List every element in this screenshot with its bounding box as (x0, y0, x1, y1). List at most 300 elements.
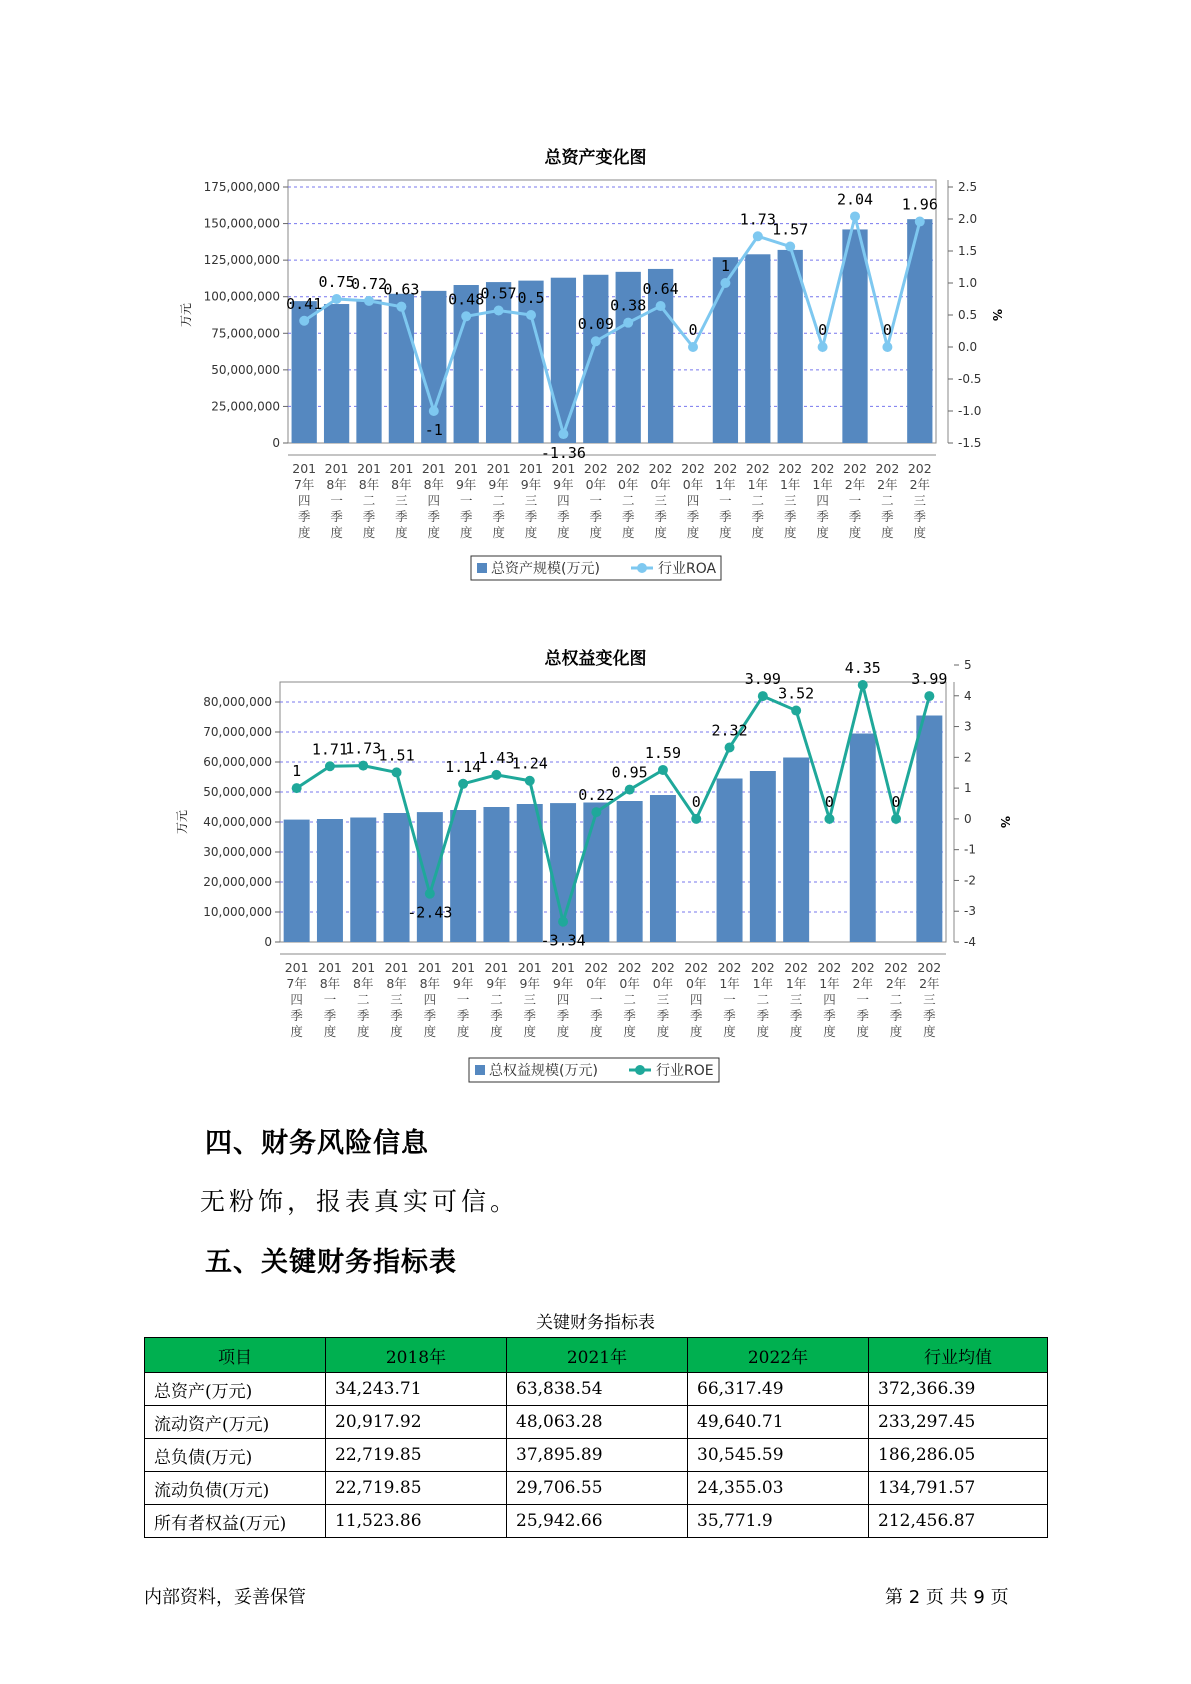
data-label-3: 0.63 (383, 280, 420, 299)
y2-tick-label: 2 (964, 750, 972, 765)
x-tick-label: 三 (789, 992, 803, 1007)
data-label-13: 1 (720, 257, 730, 275)
data-label-11: 1.59 (644, 743, 682, 762)
line-point-6 (491, 770, 501, 780)
x-tick-label: 季 (589, 509, 603, 524)
line-point-15 (785, 242, 795, 252)
line-point-11 (658, 765, 668, 775)
table-cell: 63,838.54 (507, 1373, 688, 1406)
x-tick-label: 一 (330, 493, 343, 508)
x-tick-label: 度 (524, 525, 538, 540)
x-tick-label: 三 (923, 992, 936, 1007)
table-cell: 49,640.71 (688, 1406, 869, 1439)
y2-tick-label: -3 (964, 904, 976, 919)
line-point-18 (882, 342, 892, 352)
x-tick-label: 8年 (358, 477, 380, 492)
x-tick-label: 季 (330, 509, 343, 524)
y-tick-label: 100,000,000 (203, 289, 280, 304)
data-label-18: 0 (882, 321, 892, 339)
table-cell: 66,317.49 (688, 1373, 869, 1406)
x-tick-label: 度 (427, 525, 441, 540)
line-point-9 (591, 336, 601, 346)
y-tick-label: 70,000,000 (203, 725, 272, 739)
data-label-16: 0 (818, 321, 828, 339)
table-cell: 流动资产(万元) (145, 1406, 326, 1439)
line-point-3 (392, 767, 402, 777)
plot-frame (280, 682, 946, 942)
x-tick-label: 度 (656, 1024, 670, 1039)
line-point-3 (396, 302, 406, 312)
x-tick-label: 四 (556, 992, 570, 1007)
x-tick-label: 二 (889, 992, 903, 1007)
x-tick-label: 201 (384, 960, 409, 975)
x-tick-label: 202 (648, 461, 673, 476)
y2-tick-label: 1 (964, 781, 972, 796)
line-point-18 (891, 814, 901, 824)
x-tick-label: 202 (684, 960, 709, 975)
data-label-15: 1.57 (772, 220, 809, 239)
y2-tick-label: 5 (964, 658, 972, 672)
y-tick-label: 150,000,000 (203, 216, 280, 231)
table-cell: 22,719.85 (326, 1472, 507, 1505)
x-tick-label: 0年 (617, 477, 639, 492)
table-cell: 24,355.03 (688, 1472, 869, 1505)
y-tick-label: 20,000,000 (203, 875, 272, 889)
x-tick-label: 四 (823, 992, 836, 1007)
x-tick-label: 201 (324, 461, 349, 476)
x-tick-label: 0年 (682, 477, 704, 492)
x-tick-label: 202 (778, 461, 803, 476)
table-cell: 34,243.71 (326, 1373, 507, 1406)
x-tick-label: 季 (297, 509, 311, 524)
y-tick-label: 10,000,000 (203, 905, 272, 919)
data-label-9: 0.09 (577, 315, 614, 334)
line-point-14 (753, 231, 763, 241)
x-tick-label: 201 (519, 461, 543, 476)
x-tick-label: 度 (490, 1024, 503, 1039)
x-tick-label: 三 (395, 493, 408, 508)
x-tick-label: 9年 (519, 976, 540, 991)
x-tick-label: 季 (362, 509, 376, 524)
x-tick-label: 度 (783, 525, 797, 540)
x-tick-label: 2年 (909, 477, 931, 492)
data-label-5: 1.14 (445, 757, 482, 776)
x-tick-label: 8年 (419, 976, 441, 991)
legend-line-label: 行业ROE (656, 1063, 714, 1079)
data-label-5: 0.48 (448, 290, 485, 309)
x-tick-label: 季 (490, 1008, 503, 1023)
table-cell: 29,706.55 (507, 1472, 688, 1505)
table-cell: 35,771.9 (688, 1505, 869, 1538)
bar-15 (783, 758, 809, 943)
line-point-0 (299, 316, 309, 326)
table-cell: 总资产(万元) (145, 1373, 326, 1406)
x-tick-label: 季 (557, 509, 570, 524)
line-point-9 (591, 807, 601, 817)
x-tick-label: 二 (362, 493, 376, 508)
x-tick-label: 度 (756, 1024, 770, 1039)
x-tick-label: 季 (390, 1008, 403, 1023)
line-point-17 (858, 680, 868, 690)
x-tick-label: 202 (584, 960, 609, 975)
data-label-8: -3.34 (540, 931, 586, 950)
x-tick-label: 0年 (650, 477, 671, 492)
line-point-5 (458, 779, 468, 789)
x-tick-label: 度 (848, 525, 862, 540)
bar-1 (317, 819, 343, 942)
table-cell: 372,366.39 (869, 1373, 1048, 1406)
data-label-12: 0 (688, 321, 698, 339)
x-tick-label: 一 (856, 992, 870, 1007)
data-label-4: -2.43 (407, 903, 453, 922)
x-tick-label: 1年 (779, 477, 801, 492)
line-point-2 (364, 296, 374, 306)
bar-14 (750, 771, 776, 942)
x-tick-label: 度 (330, 525, 343, 540)
data-label-1: 1.71 (311, 740, 349, 759)
table-cell: 20,917.92 (326, 1406, 507, 1439)
x-tick-label: 二 (881, 493, 894, 508)
x-tick-label: 201 (389, 461, 414, 476)
x-tick-label: 一 (848, 493, 862, 508)
bar-9 (583, 803, 609, 943)
x-tick-label: 度 (686, 525, 700, 540)
x-tick-label: 度 (590, 1024, 603, 1039)
y2-tick-label: -4 (964, 935, 976, 949)
x-tick-label: 四 (689, 992, 703, 1007)
kpi-table-caption: 关键财务指标表 (536, 1313, 655, 1333)
x-tick-label: 季 (686, 509, 700, 524)
x-tick-label: 三 (524, 493, 538, 508)
y-tick-label: 0 (264, 935, 272, 949)
line-point-4 (429, 406, 439, 416)
bar-13 (717, 779, 743, 943)
y-axis-title: 万元 (179, 302, 193, 328)
kpi-table (144, 1337, 1048, 1538)
legend-bar-label: 总资产规模(万元) (491, 561, 600, 577)
x-tick-label: 季 (395, 509, 408, 524)
footer-page-prefix: 第 (885, 1587, 903, 1608)
legend-line-marker (635, 1065, 645, 1075)
table-cell: 22,719.85 (326, 1439, 507, 1472)
x-tick-label: 度 (689, 1024, 703, 1039)
line-point-8 (558, 429, 568, 439)
x-tick-label: 季 (290, 1008, 303, 1023)
x-tick-label: 季 (556, 1008, 570, 1023)
table-cell: 37,895.89 (507, 1439, 688, 1472)
legend-bar-swatch (477, 563, 487, 573)
x-tick-label: 度 (323, 1024, 337, 1039)
x-tick-label: 季 (456, 1008, 470, 1023)
x-tick-label: 度 (823, 1024, 836, 1039)
x-tick-label: 一 (456, 992, 470, 1007)
x-tick-label: 季 (524, 509, 538, 524)
table-cell: 48,063.28 (507, 1406, 688, 1439)
x-tick-label: 202 (583, 461, 608, 476)
x-tick-label: 度 (881, 525, 894, 540)
x-tick-label: 202 (917, 960, 942, 975)
x-tick-label: 201 (451, 960, 476, 975)
x-tick-label: 202 (843, 461, 867, 476)
legend-bar-swatch (475, 1065, 485, 1075)
table-cell: 25,942.66 (507, 1505, 688, 1538)
y-tick-label: 40,000,000 (203, 815, 272, 829)
line-point-7 (526, 310, 536, 320)
x-tick-label: 202 (616, 461, 641, 476)
x-tick-label: 度 (459, 525, 473, 540)
x-tick-label: 1年 (819, 976, 840, 991)
y-axis-title: 万元 (175, 809, 189, 835)
legend-line-marker (637, 563, 647, 573)
x-tick-label: 三 (654, 493, 667, 508)
x-tick-label: 2年 (877, 477, 898, 492)
x-tick-label: 202 (850, 960, 875, 975)
data-label-18: 0 (891, 792, 901, 811)
x-tick-label: 9年 (553, 477, 574, 492)
kpi-header-2021: 2021年 (507, 1338, 688, 1373)
x-tick-label: 二 (356, 992, 370, 1007)
bar-15 (778, 250, 803, 443)
x-tick-label: 8年 (326, 477, 347, 492)
x-tick-label: 一 (723, 992, 736, 1007)
y2-axis-title: % (990, 308, 1004, 322)
data-label-8: -1.36 (540, 444, 586, 463)
x-tick-label: 季 (590, 1008, 603, 1023)
x-tick-label: 度 (290, 1024, 303, 1039)
y2-tick-label: -0.5 (958, 372, 982, 386)
x-tick-label: 202 (717, 960, 742, 975)
data-label-0: 0.41 (286, 294, 323, 313)
bar-19 (916, 716, 942, 943)
line-point-12 (691, 814, 701, 824)
x-tick-label: 0年 (652, 976, 674, 991)
line-point-10 (623, 318, 633, 328)
table-row (145, 1373, 1048, 1406)
x-tick-label: 四 (423, 992, 437, 1007)
data-label-14: 3.99 (744, 670, 781, 689)
kpi-table-header-row (145, 1338, 1048, 1373)
x-tick-label: 四 (290, 992, 303, 1007)
x-tick-label: 季 (623, 1008, 636, 1023)
assets-chart-title: 总资产变化图 (544, 148, 647, 168)
data-label-6: 1.43 (478, 748, 515, 767)
x-tick-label: 三 (913, 493, 927, 508)
x-tick-label: 0年 (586, 976, 607, 991)
x-tick-label: 一 (589, 493, 603, 508)
x-tick-label: 一 (459, 493, 473, 508)
x-tick-label: 季 (789, 1008, 803, 1023)
data-label-17: 4.35 (844, 659, 881, 678)
x-tick-label: 度 (856, 1024, 870, 1039)
y-tick-label: 25,000,000 (211, 399, 280, 414)
line-point-19 (915, 217, 925, 227)
x-tick-label: 8年 (386, 976, 407, 991)
x-tick-label: 度 (395, 525, 408, 540)
x-tick-label: 度 (719, 525, 732, 540)
x-tick-label: 2年 (885, 976, 907, 991)
bar-11 (650, 795, 676, 942)
bar-5 (454, 285, 479, 443)
x-tick-label: 度 (589, 525, 603, 540)
bar-8 (551, 278, 576, 443)
x-tick-label: 季 (427, 509, 441, 524)
footer-page-total: 9 (973, 1587, 985, 1608)
x-tick-label: 四 (297, 493, 311, 508)
footer-confidential-note: 内部资料，妥善保管 (144, 1587, 306, 1608)
x-tick-label: 201 (484, 960, 509, 975)
line-point-10 (625, 785, 635, 795)
x-tick-label: 季 (654, 509, 667, 524)
x-tick-label: 季 (621, 509, 635, 524)
x-tick-label: 201 (318, 960, 342, 975)
x-tick-label: 9年 (452, 976, 474, 991)
x-tick-label: 度 (492, 525, 505, 540)
x-tick-label: 度 (356, 1024, 370, 1039)
y-tick-label: 0 (272, 436, 280, 450)
x-tick-label: 1年 (715, 477, 736, 492)
x-tick-label: 季 (816, 509, 829, 524)
bar-17 (850, 734, 876, 943)
x-tick-label: 2年 (919, 976, 940, 991)
bar-2 (350, 818, 376, 943)
line-point-19 (924, 691, 934, 701)
data-label-19: 3.99 (911, 670, 948, 689)
x-tick-label: 202 (907, 461, 932, 476)
x-tick-label: 四 (427, 493, 441, 508)
x-tick-label: 202 (750, 960, 775, 975)
x-tick-label: 0年 (619, 976, 640, 991)
y2-tick-label: -2 (964, 873, 976, 888)
x-tick-label: 二 (623, 992, 636, 1007)
x-tick-label: 四 (557, 493, 570, 508)
y2-tick-label: 2.5 (958, 180, 978, 194)
equity-chart-title: 总权益变化图 (544, 649, 647, 669)
x-tick-label: 8年 (319, 976, 341, 991)
x-tick-label: 202 (875, 461, 900, 476)
data-label-19: 1.96 (901, 195, 938, 214)
x-tick-label: 季 (913, 509, 927, 524)
x-tick-label: 季 (656, 1008, 670, 1023)
kpi-header-industry-avg: 行业均值 (869, 1338, 1048, 1373)
footer-page-suffix: 页 (990, 1587, 1009, 1608)
line-point-7 (525, 776, 535, 786)
table-row (145, 1406, 1048, 1439)
x-tick-label: 度 (556, 1024, 570, 1039)
x-tick-label: 1年 (785, 976, 807, 991)
x-tick-label: 201 (551, 461, 576, 476)
x-tick-label: 201 (421, 461, 446, 476)
table-row (145, 1472, 1048, 1505)
x-tick-label: 2年 (852, 976, 873, 991)
bar-3 (389, 294, 414, 443)
line-point-16 (824, 814, 834, 824)
x-tick-label: 二 (756, 992, 770, 1007)
y-tick-label: 80,000,000 (203, 695, 272, 709)
x-tick-label: 7年 (293, 477, 315, 492)
line-point-13 (725, 742, 735, 752)
line-point-15 (791, 706, 801, 716)
x-tick-label: 201 (551, 960, 575, 975)
table-cell: 212,456.87 (869, 1505, 1048, 1538)
x-tick-label: 季 (492, 509, 505, 524)
line-point-5 (461, 311, 471, 321)
line-point-2 (358, 761, 368, 771)
x-tick-label: 季 (523, 1008, 537, 1023)
x-tick-label: 9年 (488, 477, 509, 492)
x-tick-label: 201 (417, 960, 442, 975)
x-tick-label: 度 (751, 525, 765, 540)
legend-bar-label: 总权益规模(万元) (489, 1063, 598, 1079)
kpi-header-2022: 2022年 (688, 1338, 869, 1373)
table-cell: 233,297.45 (869, 1406, 1048, 1439)
line-point-4 (425, 889, 435, 899)
x-tick-label: 度 (816, 525, 829, 540)
data-label-12: 0 (691, 792, 701, 811)
y2-tick-label: 3 (964, 719, 972, 734)
bar-6 (483, 807, 509, 942)
x-tick-label: 202 (817, 960, 842, 975)
x-tick-label: 季 (823, 1008, 836, 1023)
bar-0 (284, 820, 310, 942)
x-tick-label: 季 (923, 1008, 936, 1023)
y2-tick-label: 1.5 (958, 244, 978, 258)
table-row (145, 1439, 1048, 1472)
x-tick-label: 201 (486, 461, 511, 476)
x-tick-label: 度 (889, 1024, 903, 1039)
x-tick-label: 度 (654, 525, 667, 540)
x-tick-label: 202 (810, 461, 835, 476)
data-label-4: -1 (424, 421, 443, 439)
x-tick-label: 201 (351, 960, 376, 975)
x-tick-label: 度 (423, 1024, 437, 1039)
x-tick-label: 二 (490, 992, 503, 1007)
y2-tick-label: -1 (964, 842, 976, 857)
x-tick-label: 季 (723, 1008, 736, 1023)
assets-chart (0, 170, 1191, 590)
data-label-13: 2.32 (711, 721, 748, 740)
x-tick-label: 一 (323, 992, 337, 1007)
x-tick-label: 度 (723, 1024, 736, 1039)
bar-5 (450, 810, 476, 942)
x-tick-label: 201 (292, 461, 317, 476)
x-tick-label: 9年 (486, 976, 507, 991)
table-cell: 所有者权益(万元) (145, 1505, 326, 1538)
kpi-section-heading: 五、关键财务指标表 (205, 1247, 457, 1278)
bar-9 (583, 275, 608, 443)
y-tick-label: 50,000,000 (211, 362, 280, 377)
x-tick-label: 季 (848, 509, 862, 524)
data-label-6: 0.57 (480, 284, 517, 303)
y-tick-label: 125,000,000 (203, 253, 280, 268)
x-tick-label: 度 (623, 1024, 636, 1039)
data-label-16: 0 (824, 792, 834, 811)
risk-section-heading: 四、财务风险信息 (205, 1128, 429, 1159)
y-tick-label: 75,000,000 (211, 326, 280, 341)
x-tick-label: 202 (784, 960, 809, 975)
x-tick-label: 度 (390, 1024, 403, 1039)
line-point-17 (850, 211, 860, 221)
x-tick-label: 9年 (552, 976, 574, 991)
y-tick-label: 50,000,000 (203, 785, 272, 799)
x-tick-label: 四 (686, 493, 700, 508)
data-label-10: 0.38 (610, 296, 647, 315)
x-tick-label: 201 (357, 461, 381, 476)
x-tick-label: 二 (751, 493, 765, 508)
x-tick-label: 季 (881, 509, 894, 524)
x-tick-label: 8年 (423, 477, 445, 492)
y-tick-label: 60,000,000 (203, 755, 272, 769)
y-tick-label: 175,000,000 (203, 180, 280, 194)
